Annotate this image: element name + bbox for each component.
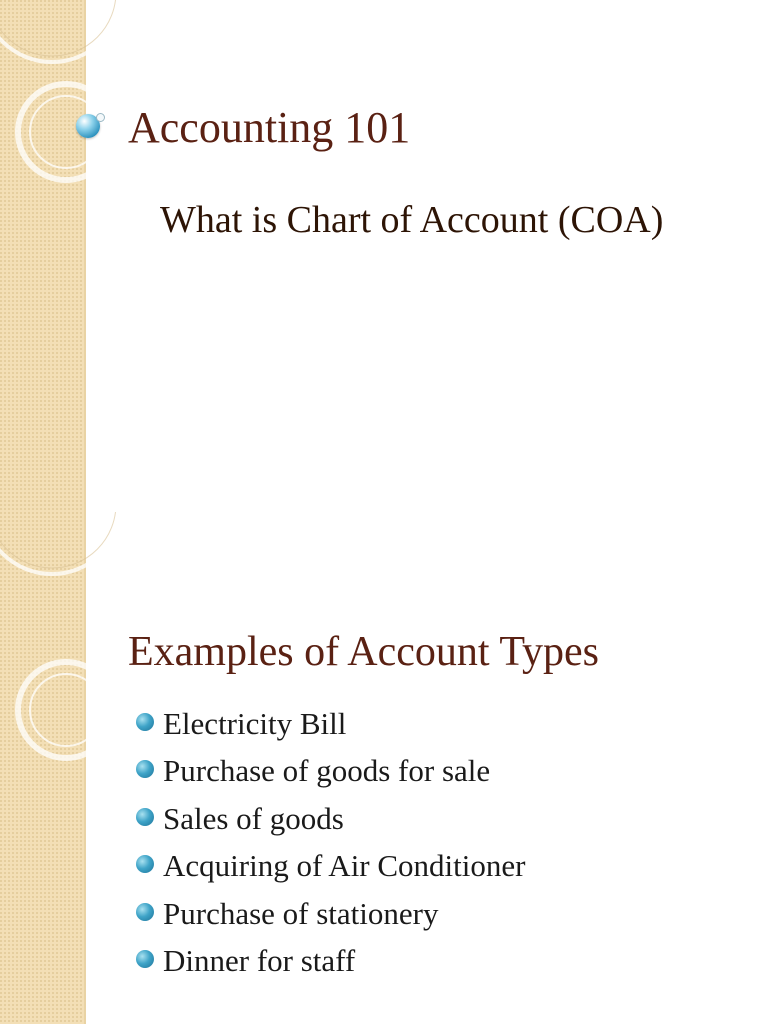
bullet-dot-icon bbox=[136, 713, 154, 731]
list-item bbox=[136, 941, 525, 988]
slide-title: Accounting 101 bbox=[128, 103, 411, 152]
list-item bbox=[136, 894, 525, 941]
list-item bbox=[136, 799, 525, 846]
list-item-text: Acquiring of Air Conditioner bbox=[163, 848, 526, 884]
list-item-text: Purchase of stationery bbox=[163, 895, 439, 931]
bullet-dot-icon bbox=[136, 950, 154, 968]
decorative-circles bbox=[0, 0, 120, 512]
list-item-text: Electricity Bill bbox=[163, 706, 347, 741]
list-item bbox=[136, 704, 525, 751]
slide-title: Examples of Account Types bbox=[128, 629, 600, 675]
bullet-dot-icon bbox=[136, 855, 154, 873]
bullet-dot-icon bbox=[136, 903, 154, 921]
slide-subtitle: What is Chart of Account (COA) bbox=[160, 199, 664, 241]
bullet-dot-icon bbox=[136, 760, 154, 778]
list-item-text: Purchase of goods for sale bbox=[163, 753, 491, 789]
slide-2 bbox=[0, 512, 768, 1024]
small-orb-ornament-icon bbox=[96, 113, 105, 122]
bullet-list bbox=[136, 704, 525, 988]
list-item bbox=[136, 846, 525, 893]
decorative-circles bbox=[0, 512, 120, 1024]
list-item-text: Dinner for staff bbox=[163, 942, 356, 978]
bullet-dot-icon bbox=[136, 808, 154, 826]
list-item-text: Sales of goods bbox=[163, 800, 344, 836]
list-item bbox=[136, 751, 525, 798]
